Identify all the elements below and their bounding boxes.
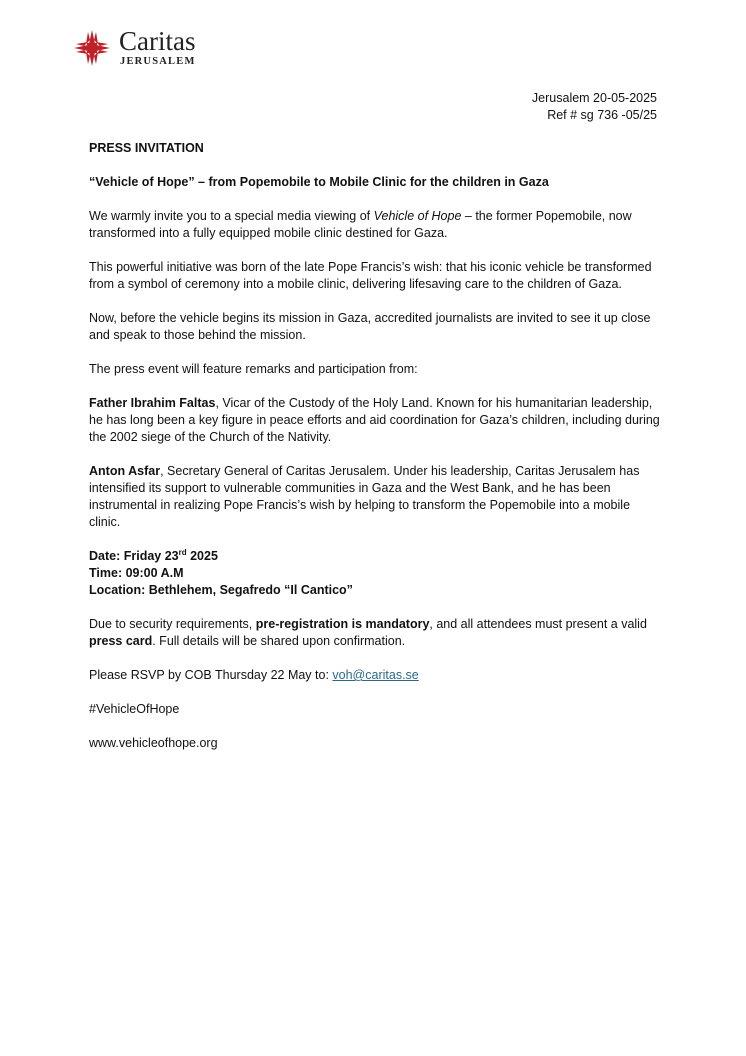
event-date [89, 549, 218, 563]
intro-after: – the former Popemobile, now transformed into a fully equipped mobile clinic destined for Gaza. [89, 209, 632, 240]
speaker-1-name: Father Ibrahim Faltas [89, 396, 216, 410]
rsvp-email-link[interactable]: voh@caritas.se [332, 668, 419, 682]
intro-before: We warmly invite you to a special media viewing of [89, 209, 374, 223]
security-t3: . Full details will be shared upon confirmation. [152, 634, 406, 648]
intro-paragraph [89, 208, 664, 242]
document-meta [532, 90, 657, 124]
reference-number: Ref # sg 736 -05/25 [547, 108, 657, 122]
heading [89, 140, 664, 157]
press-release-body [89, 140, 664, 769]
speaker-2-text: , Secretary General of Caritas Jerusalem. Under his leadership, Caritas Jerusalem has intensified its support to vulnerable communities in Gaza and the West Bank, and he has been instrumental in realizing Pope Francis’s wish by helping to transform the Popemobile into a mobile clinic. [89, 464, 640, 529]
logo-subtitle: JERUSALEM [120, 56, 196, 67]
place-date: Jerusalem 20-05-2025 [531, 91, 657, 105]
intro-italic: Vehicle of Hope [373, 209, 462, 223]
security-t2: , and all attendees must present a valid [429, 617, 647, 631]
speaker-2 [89, 463, 664, 531]
heading-text: PRESS INVITATION [89, 141, 204, 155]
feature-paragraph: The press event will feature remarks and participation from: [89, 362, 418, 376]
speaker-1-text: , Vicar of the Custody of the Holy Land. Known for his humanitarian leadership, he has long been a key figure in peace efforts and aid coordination for Gaza’s children, including during the 2002 siege of the Church of the Nativity. [89, 396, 660, 444]
speaker-2-name: Anton Asfar [89, 464, 161, 478]
initiative-paragraph: This powerful initiative was born of the late Pope Francis’s wish: that his iconic vehicle be transformed from a symbol of ceremony into a mobile clinic, delivering lifesaving care to the children of Gaza. [89, 260, 652, 291]
event-details [89, 548, 664, 599]
rsvp-paragraph [89, 667, 664, 684]
now-paragraph: Now, before the vehicle begins its mission in Gaza, accredited journalists are invited to see it up close and speak to those behind the mission. [89, 311, 651, 342]
event-location: Location: Bethlehem, Segafredo “Il Cantico” [89, 583, 353, 597]
hashtag: #VehicleOfHope [89, 702, 180, 716]
event-date-after: 2025 [186, 549, 218, 563]
event-time: Time: 09:00 A.M [89, 566, 184, 580]
speaker-1 [89, 395, 664, 446]
caritas-cross-icon [73, 29, 111, 67]
caritas-logo [73, 28, 196, 68]
security-paragraph [89, 616, 664, 650]
title [89, 174, 664, 191]
logo-name: Caritas [119, 26, 196, 56]
security-t1: Due to security requirements, [89, 617, 256, 631]
security-b2: press card [89, 634, 153, 648]
event-date-before: Date: Friday 23 [89, 549, 179, 563]
security-b1: pre-registration is mandatory [255, 617, 430, 631]
website: www.vehicleofhope.org [89, 736, 218, 750]
rsvp-text: Please RSVP by COB Thursday 22 May to: [89, 668, 333, 682]
event-date-sup: rd [178, 547, 187, 557]
title-text: “Vehicle of Hope” – from Popemobile to Mobile Clinic for the children in Gaza [89, 175, 549, 189]
